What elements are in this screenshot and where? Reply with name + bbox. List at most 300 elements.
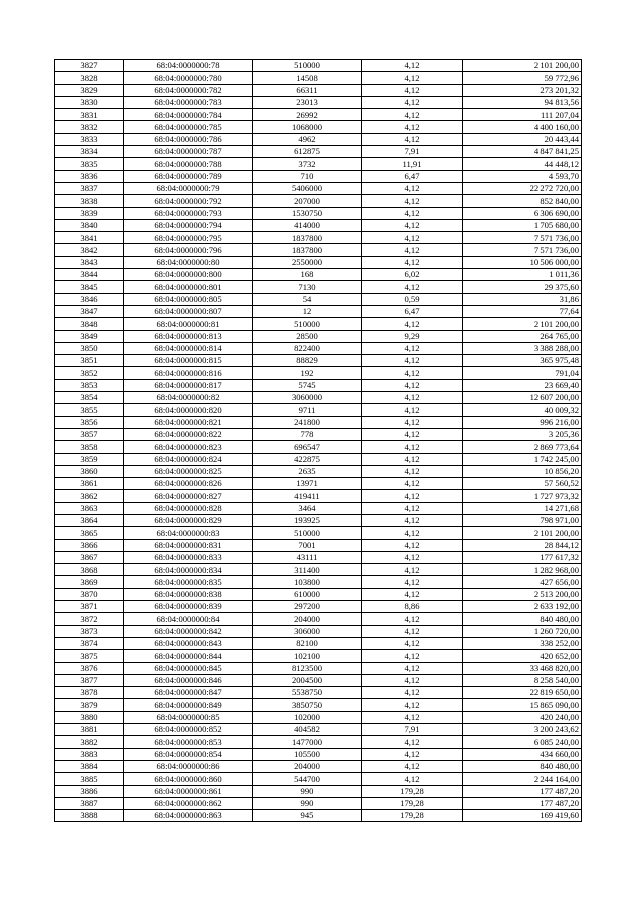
area-cell: 696547 [253, 441, 362, 453]
area-cell: 26992 [253, 109, 362, 121]
rate-cell: 4,12 [362, 760, 463, 772]
amount-cell: 23 669,40 [463, 379, 582, 391]
amount-cell: 2 101 200,00 [463, 527, 582, 539]
rate-cell: 6,47 [362, 170, 463, 182]
cadastral-number-cell: 68:04:0000000:844 [124, 650, 253, 662]
table-row [55, 637, 582, 649]
row-number-cell: 3831 [55, 109, 124, 121]
amount-cell: 420 240,00 [463, 711, 582, 723]
cadastral-number-cell: 68:04:0000000:835 [124, 576, 253, 588]
cadastral-number-cell: 68:04:0000000:807 [124, 305, 253, 317]
area-cell: 1068000 [253, 121, 362, 133]
table-row [55, 453, 582, 465]
amount-cell: 8 258 540,00 [463, 674, 582, 686]
table-row [55, 170, 582, 182]
rate-cell: 0,59 [362, 293, 463, 305]
rate-cell: 4,12 [362, 84, 463, 96]
table-row [55, 650, 582, 662]
rate-cell: 4,12 [362, 564, 463, 576]
amount-cell: 3 205,36 [463, 428, 582, 440]
rate-cell: 4,12 [362, 195, 463, 207]
area-cell: 422875 [253, 453, 362, 465]
cadastral-number-cell: 68:04:0000000:821 [124, 416, 253, 428]
area-cell: 2635 [253, 465, 362, 477]
amount-cell: 59 772,96 [463, 72, 582, 84]
cadastral-number-cell: 68:04:0000000:84 [124, 613, 253, 625]
area-cell: 204000 [253, 613, 362, 625]
table-row [55, 392, 582, 404]
area-cell: 822400 [253, 342, 362, 354]
rate-cell: 4,12 [362, 404, 463, 416]
table-row [55, 760, 582, 772]
table-row [55, 748, 582, 760]
amount-cell: 10 506 000,00 [463, 256, 582, 268]
row-number-cell: 3870 [55, 588, 124, 600]
amount-cell: 852 840,00 [463, 195, 582, 207]
cadastral-number-cell: 68:04:0000000:823 [124, 441, 253, 453]
row-number-cell: 3872 [55, 613, 124, 625]
row-number-cell: 3884 [55, 760, 124, 772]
amount-cell: 14 271,68 [463, 502, 582, 514]
rate-cell: 4,12 [362, 674, 463, 686]
cadastral-number-cell: 68:04:0000000:83 [124, 527, 253, 539]
area-cell: 3732 [253, 158, 362, 170]
area-cell: 945 [253, 810, 362, 822]
row-number-cell: 3830 [55, 96, 124, 108]
table-row [55, 146, 582, 158]
table-row [55, 441, 582, 453]
row-number-cell: 3878 [55, 687, 124, 699]
rate-cell: 179,28 [362, 785, 463, 797]
table-row [55, 182, 582, 194]
table-row [55, 687, 582, 699]
table-row [55, 133, 582, 145]
table-row [55, 84, 582, 96]
amount-cell: 10 856,20 [463, 465, 582, 477]
area-cell: 306000 [253, 625, 362, 637]
cadastral-number-cell: 68:04:0000000:854 [124, 748, 253, 760]
table-row [55, 490, 582, 502]
area-cell: 1837800 [253, 244, 362, 256]
amount-cell: 840 480,00 [463, 613, 582, 625]
row-number-cell: 3883 [55, 748, 124, 760]
area-cell: 990 [253, 785, 362, 797]
row-number-cell: 3866 [55, 539, 124, 551]
cadastral-number-cell: 68:04:0000000:800 [124, 269, 253, 281]
cadastral-number-cell: 68:04:0000000:828 [124, 502, 253, 514]
cadastral-number-cell: 68:04:0000000:814 [124, 342, 253, 354]
row-number-cell: 3888 [55, 810, 124, 822]
amount-cell: 4 400 160,00 [463, 121, 582, 133]
amount-cell: 44 448,12 [463, 158, 582, 170]
table-row [55, 195, 582, 207]
amount-cell: 1 260 720,00 [463, 625, 582, 637]
cadastral-number-cell: 68:04:0000000:839 [124, 601, 253, 613]
area-cell: 2004500 [253, 674, 362, 686]
row-number-cell: 3852 [55, 367, 124, 379]
row-number-cell: 3837 [55, 182, 124, 194]
rate-cell: 4,12 [362, 219, 463, 231]
row-number-cell: 3861 [55, 478, 124, 490]
row-number-cell: 3857 [55, 428, 124, 440]
cadastral-number-cell: 68:04:0000000:820 [124, 404, 253, 416]
cadastral-number-cell: 68:04:0000000:785 [124, 121, 253, 133]
area-cell: 23013 [253, 96, 362, 108]
rate-cell: 4,12 [362, 416, 463, 428]
area-cell: 102000 [253, 711, 362, 723]
amount-cell: 434 660,00 [463, 748, 582, 760]
table-row [55, 502, 582, 514]
rate-cell: 4,12 [362, 392, 463, 404]
table-row [55, 219, 582, 231]
area-cell: 66311 [253, 84, 362, 96]
cadastral-number-cell: 68:04:0000000:838 [124, 588, 253, 600]
area-cell: 510000 [253, 318, 362, 330]
area-cell: 8123500 [253, 662, 362, 674]
rate-cell: 4,12 [362, 60, 463, 72]
rate-cell: 6,47 [362, 305, 463, 317]
cadastral-number-cell: 68:04:0000000:789 [124, 170, 253, 182]
amount-cell: 1 742 245,00 [463, 453, 582, 465]
rate-cell: 7,91 [362, 146, 463, 158]
table-row [55, 416, 582, 428]
amount-cell: 338 252,00 [463, 637, 582, 649]
cadastral-number-cell: 68:04:0000000:846 [124, 674, 253, 686]
row-number-cell: 3859 [55, 453, 124, 465]
rate-cell: 4,12 [362, 281, 463, 293]
area-cell: 710 [253, 170, 362, 182]
cadastral-number-cell: 68:04:0000000:826 [124, 478, 253, 490]
cadastral-number-cell: 68:04:0000000:792 [124, 195, 253, 207]
cadastral-number-cell: 68:04:0000000:815 [124, 355, 253, 367]
row-number-cell: 3858 [55, 441, 124, 453]
row-number-cell: 3849 [55, 330, 124, 342]
amount-cell: 2 244 164,00 [463, 773, 582, 785]
rate-cell: 179,28 [362, 797, 463, 809]
rate-cell: 4,12 [362, 182, 463, 194]
cadastral-number-cell: 68:04:0000000:78 [124, 60, 253, 72]
rate-cell: 4,12 [362, 465, 463, 477]
rate-cell: 4,12 [362, 441, 463, 453]
area-cell: 28500 [253, 330, 362, 342]
rate-cell: 4,12 [362, 576, 463, 588]
table-row [55, 514, 582, 526]
amount-cell: 2 633 192,00 [463, 601, 582, 613]
data-table [54, 59, 582, 822]
area-cell: 1530750 [253, 207, 362, 219]
table-row [55, 674, 582, 686]
row-number-cell: 3885 [55, 773, 124, 785]
area-cell: 1837800 [253, 232, 362, 244]
table-row [55, 269, 582, 281]
rate-cell: 4,12 [362, 699, 463, 711]
table-row [55, 72, 582, 84]
table-row [55, 244, 582, 256]
row-number-cell: 3854 [55, 392, 124, 404]
table-row [55, 207, 582, 219]
table-row [55, 564, 582, 576]
row-number-cell: 3862 [55, 490, 124, 502]
table-row [55, 121, 582, 133]
table-row [55, 158, 582, 170]
amount-cell: 2 513 200,00 [463, 588, 582, 600]
cadastral-number-cell: 68:04:0000000:863 [124, 810, 253, 822]
area-cell: 168 [253, 269, 362, 281]
rate-cell: 6,02 [362, 269, 463, 281]
amount-cell: 427 656,00 [463, 576, 582, 588]
cadastral-number-cell: 68:04:0000000:801 [124, 281, 253, 293]
amount-cell: 264 765,00 [463, 330, 582, 342]
rate-cell: 4,12 [362, 736, 463, 748]
row-number-cell: 3836 [55, 170, 124, 182]
row-number-cell: 3845 [55, 281, 124, 293]
table-row [55, 699, 582, 711]
amount-cell: 177 617,32 [463, 551, 582, 563]
table-row [55, 355, 582, 367]
cadastral-number-cell: 68:04:0000000:793 [124, 207, 253, 219]
row-number-cell: 3842 [55, 244, 124, 256]
amount-cell: 2 869 773,64 [463, 441, 582, 453]
row-number-cell: 3851 [55, 355, 124, 367]
amount-cell: 6 085 240,00 [463, 736, 582, 748]
row-number-cell: 3853 [55, 379, 124, 391]
row-number-cell: 3879 [55, 699, 124, 711]
amount-cell: 4 847 841,25 [463, 146, 582, 158]
area-cell: 5745 [253, 379, 362, 391]
rate-cell: 4,12 [362, 637, 463, 649]
area-cell: 88829 [253, 355, 362, 367]
amount-cell: 273 201,32 [463, 84, 582, 96]
table-row [55, 773, 582, 785]
row-number-cell: 3882 [55, 736, 124, 748]
row-number-cell: 3886 [55, 785, 124, 797]
area-cell: 419411 [253, 490, 362, 502]
cadastral-number-cell: 68:04:0000000:787 [124, 146, 253, 158]
amount-cell: 840 480,00 [463, 760, 582, 772]
area-cell: 7001 [253, 539, 362, 551]
area-cell: 404582 [253, 724, 362, 736]
table-row [55, 601, 582, 613]
rate-cell: 4,12 [362, 109, 463, 121]
cadastral-number-cell: 68:04:0000000:80 [124, 256, 253, 268]
row-number-cell: 3880 [55, 711, 124, 723]
data-table-container [54, 59, 582, 822]
table-row [55, 60, 582, 72]
rate-cell: 4,12 [362, 539, 463, 551]
rate-cell: 4,12 [362, 428, 463, 440]
row-number-cell: 3877 [55, 674, 124, 686]
cadastral-number-cell: 68:04:0000000:849 [124, 699, 253, 711]
row-number-cell: 3827 [55, 60, 124, 72]
amount-cell: 111 207,04 [463, 109, 582, 121]
amount-cell: 94 813,56 [463, 96, 582, 108]
area-cell: 192 [253, 367, 362, 379]
area-cell: 990 [253, 797, 362, 809]
row-number-cell: 3835 [55, 158, 124, 170]
amount-cell: 22 819 650,00 [463, 687, 582, 699]
rate-cell: 4,12 [362, 453, 463, 465]
amount-cell: 996 216,00 [463, 416, 582, 428]
table-row [55, 613, 582, 625]
area-cell: 3464 [253, 502, 362, 514]
cadastral-number-cell: 68:04:0000000:796 [124, 244, 253, 256]
rate-cell: 4,12 [362, 650, 463, 662]
rate-cell: 8,86 [362, 601, 463, 613]
row-number-cell: 3846 [55, 293, 124, 305]
cadastral-number-cell: 68:04:0000000:834 [124, 564, 253, 576]
row-number-cell: 3868 [55, 564, 124, 576]
table-row [55, 785, 582, 797]
row-number-cell: 3869 [55, 576, 124, 588]
row-number-cell: 3850 [55, 342, 124, 354]
amount-cell: 22 272 720,00 [463, 182, 582, 194]
cadastral-number-cell: 68:04:0000000:845 [124, 662, 253, 674]
row-number-cell: 3839 [55, 207, 124, 219]
row-number-cell: 3856 [55, 416, 124, 428]
cadastral-number-cell: 68:04:0000000:805 [124, 293, 253, 305]
area-cell: 778 [253, 428, 362, 440]
amount-cell: 3 388 288,00 [463, 342, 582, 354]
cadastral-number-cell: 68:04:0000000:783 [124, 96, 253, 108]
cadastral-number-cell: 68:04:0000000:824 [124, 453, 253, 465]
area-cell: 14508 [253, 72, 362, 84]
area-cell: 4962 [253, 133, 362, 145]
amount-cell: 177 487,20 [463, 785, 582, 797]
rate-cell: 4,12 [362, 318, 463, 330]
table-row [55, 588, 582, 600]
rate-cell: 4,12 [362, 748, 463, 760]
table-row [55, 305, 582, 317]
amount-cell: 15 865 090,00 [463, 699, 582, 711]
table-row [55, 576, 582, 588]
row-number-cell: 3834 [55, 146, 124, 158]
table-row [55, 736, 582, 748]
area-cell: 544700 [253, 773, 362, 785]
cadastral-number-cell: 68:04:0000000:825 [124, 465, 253, 477]
amount-cell: 1 727 973,32 [463, 490, 582, 502]
area-cell: 102100 [253, 650, 362, 662]
rate-cell: 4,12 [362, 207, 463, 219]
row-number-cell: 3871 [55, 601, 124, 613]
amount-cell: 365 975,48 [463, 355, 582, 367]
cadastral-number-cell: 68:04:0000000:842 [124, 625, 253, 637]
cadastral-number-cell: 68:04:0000000:827 [124, 490, 253, 502]
amount-cell: 1 705 680,00 [463, 219, 582, 231]
cadastral-number-cell: 68:04:0000000:860 [124, 773, 253, 785]
area-cell: 414000 [253, 219, 362, 231]
cadastral-number-cell: 68:04:0000000:786 [124, 133, 253, 145]
row-number-cell: 3873 [55, 625, 124, 637]
table-row [55, 404, 582, 416]
amount-cell: 20 443,44 [463, 133, 582, 145]
rate-cell: 4,12 [362, 588, 463, 600]
cadastral-number-cell: 68:04:0000000:817 [124, 379, 253, 391]
table-row [55, 379, 582, 391]
table-row [55, 293, 582, 305]
row-number-cell: 3865 [55, 527, 124, 539]
rate-cell: 4,12 [362, 121, 463, 133]
amount-cell: 6 306 690,00 [463, 207, 582, 219]
row-number-cell: 3841 [55, 232, 124, 244]
amount-cell: 420 652,00 [463, 650, 582, 662]
rate-cell: 11,91 [362, 158, 463, 170]
rate-cell: 4,12 [362, 232, 463, 244]
table-row [55, 662, 582, 674]
amount-cell: 791,04 [463, 367, 582, 379]
area-cell: 1477000 [253, 736, 362, 748]
rate-cell: 4,12 [362, 490, 463, 502]
amount-cell: 7 571 736,00 [463, 244, 582, 256]
amount-cell: 33 468 820,00 [463, 662, 582, 674]
area-cell: 241800 [253, 416, 362, 428]
amount-cell: 12 607 200,00 [463, 392, 582, 404]
rate-cell: 7,91 [362, 724, 463, 736]
row-number-cell: 3832 [55, 121, 124, 133]
row-number-cell: 3840 [55, 219, 124, 231]
cadastral-number-cell: 68:04:0000000:843 [124, 637, 253, 649]
row-number-cell: 3844 [55, 269, 124, 281]
rate-cell: 4,12 [362, 551, 463, 563]
table-row [55, 810, 582, 822]
amount-cell: 3 200 243,62 [463, 724, 582, 736]
table-row [55, 551, 582, 563]
rate-cell: 4,12 [362, 478, 463, 490]
table-row [55, 281, 582, 293]
cadastral-number-cell: 68:04:0000000:853 [124, 736, 253, 748]
table-row [55, 539, 582, 551]
amount-cell: 7 571 736,00 [463, 232, 582, 244]
area-cell: 610000 [253, 588, 362, 600]
amount-cell: 1 011,36 [463, 269, 582, 281]
cadastral-number-cell: 68:04:0000000:816 [124, 367, 253, 379]
table-row [55, 465, 582, 477]
area-cell: 105500 [253, 748, 362, 760]
rate-cell: 4,12 [362, 133, 463, 145]
amount-cell: 2 101 200,00 [463, 318, 582, 330]
area-cell: 7130 [253, 281, 362, 293]
area-cell: 54 [253, 293, 362, 305]
table-row [55, 367, 582, 379]
area-cell: 193925 [253, 514, 362, 526]
area-cell: 2550000 [253, 256, 362, 268]
area-cell: 612875 [253, 146, 362, 158]
table-row [55, 342, 582, 354]
area-cell: 510000 [253, 60, 362, 72]
table-row [55, 318, 582, 330]
table-row [55, 428, 582, 440]
amount-cell: 57 560,52 [463, 478, 582, 490]
amount-cell: 177 487,20 [463, 797, 582, 809]
cadastral-number-cell: 68:04:0000000:831 [124, 539, 253, 551]
table-row [55, 797, 582, 809]
area-cell: 3060000 [253, 392, 362, 404]
table-row [55, 232, 582, 244]
row-number-cell: 3855 [55, 404, 124, 416]
area-cell: 43111 [253, 551, 362, 563]
rate-cell: 4,12 [362, 96, 463, 108]
table-row [55, 109, 582, 121]
cadastral-number-cell: 68:04:0000000:862 [124, 797, 253, 809]
row-number-cell: 3860 [55, 465, 124, 477]
row-number-cell: 3848 [55, 318, 124, 330]
amount-cell: 1 282 968,00 [463, 564, 582, 576]
amount-cell: 4 593,70 [463, 170, 582, 182]
area-cell: 204000 [253, 760, 362, 772]
row-number-cell: 3875 [55, 650, 124, 662]
table-body [55, 60, 582, 822]
rate-cell: 4,12 [362, 379, 463, 391]
cadastral-number-cell: 68:04:0000000:852 [124, 724, 253, 736]
